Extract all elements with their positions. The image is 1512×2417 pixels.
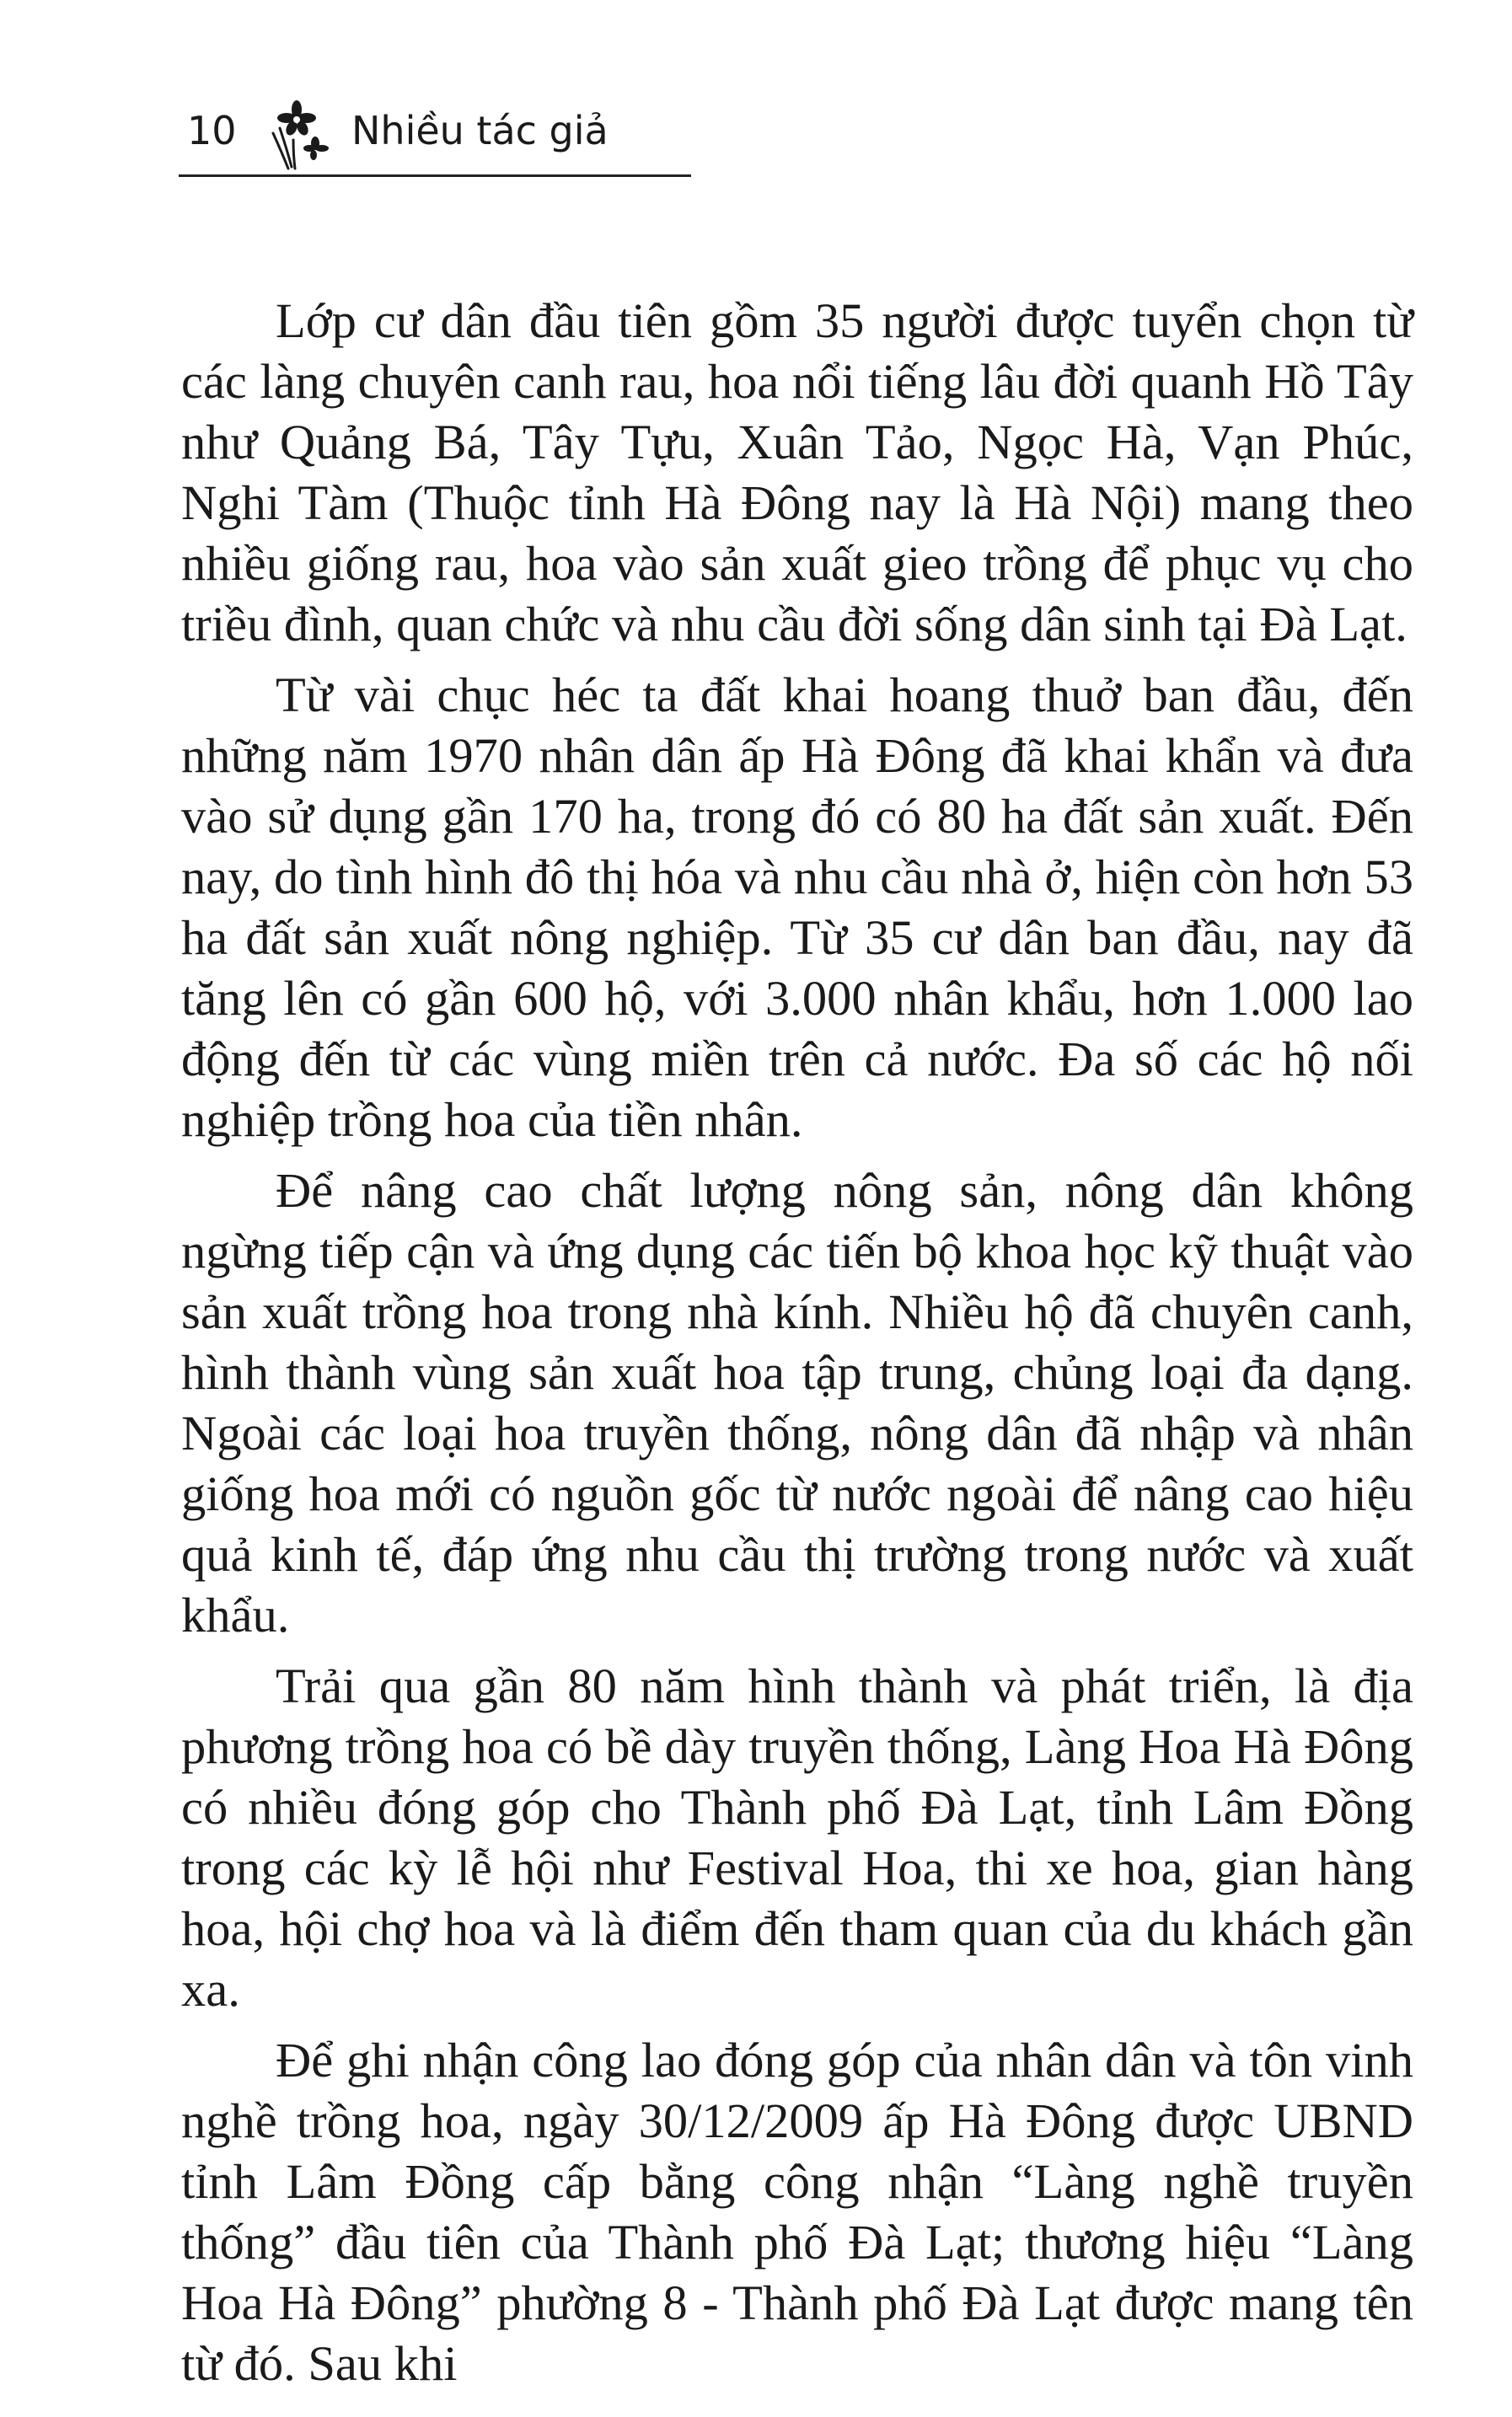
page-body (181, 291, 1413, 2404)
page-number: 10 (187, 108, 237, 153)
paragraph: Lớp cư dân đầu tiên gồm 35 người được tuyển chọn từ các làng chuyên canh rau, hoa nổi tiếng lâu đời quanh Hồ Tây như Quảng Bá, Tây Tựu, Xuân Tảo, Ngọc Hà, Vạn Phúc, Nghi Tàm (Thuộc tỉnh Hà Đông nay là Hà Nội) mang theo nhiều giống rau, hoa vào sản xuất gieo trồng để phục vụ cho triều đình, quan chức và nhu cầu đời sống dân sinh tại Đà Lạt. (181, 293, 1413, 651)
paragraph: Từ vài chục héc ta đất khai hoang thuở ban đầu, đến những năm 1970 nhân dân ấp Hà Đông đã khai khẩn và đưa vào sử dụng gần 170 ha, trong đó có 80 ha đất sản xuất. Đến nay, do tình hình đô thị hóa và nhu cầu nhà ở, hiện còn hơn 53 ha đất sản xuất nông nghiệp. Từ 35 cư dân ban đầu, nay đã tăng lên có gần 600 hộ, với 3.000 nhân khẩu, hơn 1.000 lao động đến từ các vùng miền trên cả nước. Đa số các hộ nối nghiệp trồng hoa của tiền nhân. (181, 667, 1413, 1147)
running-header-author: Nhiều tác giả (351, 108, 609, 153)
paragraph: Để nâng cao chất lượng nông sản, nông dân không ngừng tiếp cận và ứng dụng các tiến bộ khoa học kỹ thuật vào sản xuất trồng hoa trong nhà kính. Nhiều hộ đã chuyên canh, hình thành vùng sản xuất hoa tập trung, chủng loại đa dạng. Ngoài các loại hoa truyền thống, nông dân đã nhập và nhân giống hoa mới có nguồn gốc từ nước ngoài để nâng cao hiệu quả kinh tế, đáp ứng nhu cầu thị trường trong nước và xuất khẩu. (181, 1163, 1413, 1643)
flower-icon (263, 99, 330, 170)
paragraph: Để ghi nhận công lao đóng góp của nhân dân và tôn vinh nghề trồng hoa, ngày 30/12/2009 ấp Hà Đông được UBND tỉnh Lâm Đồng cấp bằng công nhận “Làng nghề truyền thống” đầu tiên của Thành phố Đà Lạt; thương hiệu “Làng Hoa Hà Đông” phường 8 - Thành phố Đà Lạt được mang tên từ đó. Sau khi (181, 2033, 1413, 2391)
page-header (179, 99, 691, 177)
paragraph: Trải qua gần 80 năm hình thành và phát triển, là địa phương trồng hoa có bề dày truyền thống, Làng Hoa Hà Đông có nhiều đóng góp cho Thành phố Đà Lạt, tỉnh Lâm Đồng trong các kỳ lễ hội như Festival Hoa, thi xe hoa, gian hàng hoa, hội chợ hoa và là điểm đến tham quan của du khách gần xa. (181, 1659, 1413, 2017)
